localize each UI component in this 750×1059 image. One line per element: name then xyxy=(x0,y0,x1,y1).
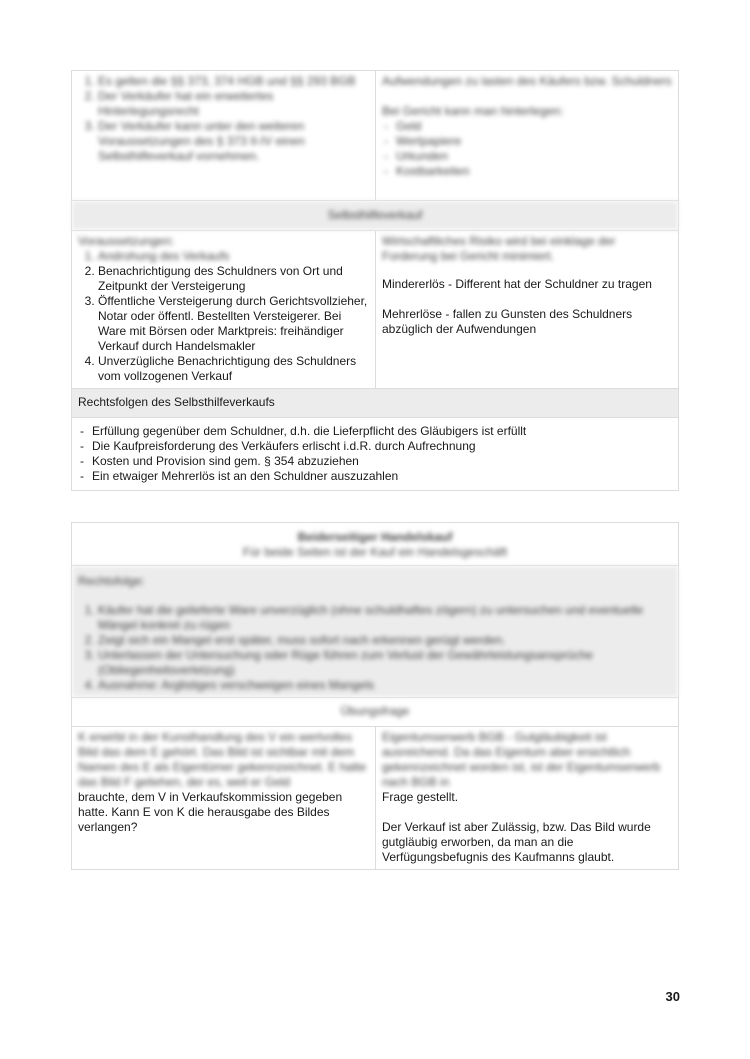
list-item: - Kostbarkeiten xyxy=(382,164,672,179)
answer-cell xyxy=(376,727,679,870)
list-item: 1. Es gelten die §§ 373, 374 HGB und §§ 293 BGB xyxy=(98,74,369,89)
voraussetzungen-label: Voraussetzungen: xyxy=(78,234,175,248)
list-item: - Wertpapiere xyxy=(382,134,672,149)
list-item: - Urkunden xyxy=(382,149,672,164)
list-item: 4. Ausnahme: Arglistiges verschweigen eines Mangels xyxy=(98,678,672,693)
list-item: 2. Zeigt sich ein Mangel erst später, muss sofort nach erkennen gerügt werden. xyxy=(98,633,672,648)
list-item: 3. Unterlassen der Untersuchung oder Rüge führen zum Verlust der Gewährleistungsansprüche (Obliegenheitsverletzung) xyxy=(98,648,672,678)
hinterlegung-cost-text: Aufwendungen zu lasten des Käufers bzw. Schuldners xyxy=(382,74,672,88)
table-row xyxy=(72,698,679,727)
list-item: - Ein etwaiger Mehrerlös ist an den Schuldner auszuzahlen xyxy=(78,469,672,484)
risiko-cell xyxy=(376,231,679,389)
mindererloes-text: Mindererlös - Different hat der Schuldner zu tragen xyxy=(382,277,652,291)
hinterlegung-list xyxy=(78,74,369,164)
hinterlegung-items-list xyxy=(382,119,672,179)
answer-blurred-text: Eigentumserwerb BGB - Gutgläubigkeit ist ausreichend. Da das Eigentum aber ersichtlich gekennzeichnet worden ist, ist der Eigentumserwerb nach BGB in xyxy=(382,730,661,789)
handelskauf-title-cell xyxy=(72,523,679,566)
rechtsfolge-label: Rechtsfolge: xyxy=(78,574,145,588)
hinterlegung-gericht-text: Bei Gericht kann man hinterlegen: xyxy=(382,104,564,118)
voraussetzungen-list xyxy=(78,264,369,384)
risiko-text: Wirtschaftliches Risiko wird bei einklage der Forderung bei Gericht minimiert. xyxy=(382,234,616,263)
question-cell xyxy=(72,727,376,870)
voraussetzungen-cell xyxy=(72,231,376,389)
handelskauf-title: Beiderseitiger Handelskauf xyxy=(297,530,453,544)
rechtsfolgen-list xyxy=(78,424,672,484)
table-handelskauf xyxy=(71,522,679,870)
rechtsfolge-cell xyxy=(72,566,679,698)
list-item: - Kosten und Provision sind gem. § 354 abzuziehen xyxy=(78,454,672,469)
answer-text-1: Frage gestellt. xyxy=(382,790,459,804)
mehrerloese-text: Mehrerlöse - fallen zu Gunsten des Schuldners abzüglich der Aufwendungen xyxy=(382,307,633,336)
answer-text-2: Der Verkauf ist aber Zulässig, bzw. Das Bild wurde gutgläubig erworben, da man an die Verfügungsbefugnis des Kaufmanns glaubt. xyxy=(382,820,651,864)
list-item: 1. Käufer hat die gelieferte Ware unverzüglich (ohne schuldhaftes zögern) zu untersuchen und eventuelle Mängel konkret zu rügen xyxy=(98,603,672,633)
list-item: 1. Androhung des Verkaufs xyxy=(98,249,369,264)
list-item: 2. Benachrichtigung des Schuldners von Ort und Zeitpunkt der Versteigerung xyxy=(98,264,369,294)
rechtsfolge-list xyxy=(78,603,672,693)
page-number: 30 xyxy=(665,989,680,1004)
section-header-selbsthilfeverkauf: Selbsthilfeverkauf xyxy=(72,201,679,231)
table-row xyxy=(72,389,679,418)
hinterlegung-right-cell xyxy=(376,71,679,201)
question-text: brauchte, dem V in Verkaufskommission gegeben hatte. Kann E von K die herausgabe des Bildes verlangen? xyxy=(78,790,343,834)
hinterlegung-left-cell xyxy=(72,71,376,201)
handelskauf-subtitle: Für beide Seiten ist der Kauf ein Handelsgeschäft xyxy=(242,545,508,559)
table-row xyxy=(72,71,679,201)
rechtsfolgen-cell xyxy=(72,418,679,491)
list-item: 2. Der Verkäufer hat ein erweitertes Hinterlegungsrecht xyxy=(98,89,369,119)
uebungsfrage-header: Übungsfrage xyxy=(72,698,679,727)
list-item: - Erfüllung gegenüber dem Schuldner, d.h. die Lieferpflicht des Gläubigers ist erfüllt xyxy=(78,424,672,439)
table-row xyxy=(72,523,679,566)
table-hinterlegung xyxy=(71,70,679,491)
table-row xyxy=(72,201,679,231)
list-item: - Geld xyxy=(382,119,672,134)
question-blurred-text: K erwirbt in der Kunsthandlung des V ein wertvolles Bild das dem E gehört. Das Bild ist sichtbar mit dem Namen des E als Eigentümer gekennzeichnet. E hatte das Bild F geliehen, der es, weil er Geld xyxy=(78,730,367,789)
table-row xyxy=(72,418,679,491)
table-row xyxy=(72,727,679,870)
list-item: 3. Der Verkäufer kann unter den weiteren Voraussetzungen des § 373 II-IV einen Selbsthilfeverkauf vornehmen. xyxy=(98,119,369,164)
list-item: 4. Unverzügliche Benachrichtigung des Schuldners vom vollzogenen Verkauf xyxy=(98,354,369,384)
rechtsfolgen-header: Rechtsfolgen des Selbsthilfeverkaufs xyxy=(72,389,679,418)
table-row xyxy=(72,231,679,389)
voraussetzungen-first-item xyxy=(78,249,369,264)
list-item: 3. Öffentliche Versteigerung durch Gerichtsvollzieher, Notar oder öffentl. Bestellten Versteigerer. Bei Ware mit Börsen oder Marktpreis: freihändiger Verkauf durch Handelsmakler xyxy=(98,294,369,354)
list-item: - Die Kaufpreisforderung des Verkäufers erlischt i.d.R. durch Aufrechnung xyxy=(78,439,672,454)
table-row xyxy=(72,566,679,698)
